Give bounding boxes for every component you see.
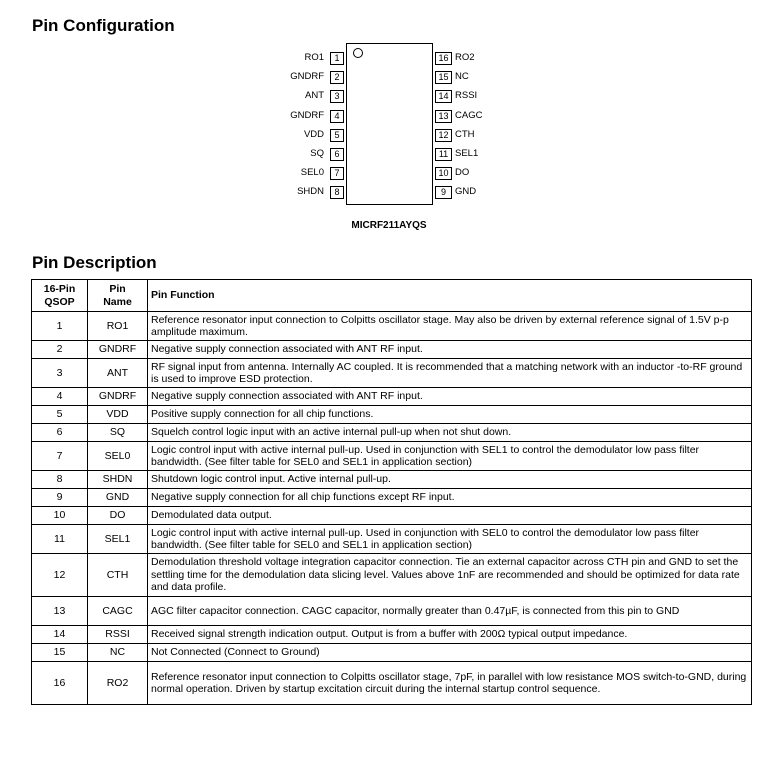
package-pin-right (433, 109, 513, 123)
pin-function-cell: RF signal input from antenna. Internally AC coupled. It is recommended that a matching network with an inductor -to-RF ground is used to improve ESD protection. (148, 359, 752, 388)
chip-body (346, 43, 433, 205)
pin-number-cell: 12 (32, 554, 88, 597)
pin-function-cell: AGC filter capacitor connection. CAGC capacitor, normally greater than 0.47µF, is connected from this pin to GND (148, 597, 752, 626)
package-pin-right (433, 185, 513, 199)
pin-name-cell: VDD (88, 406, 148, 424)
package-pin-left (270, 109, 346, 123)
pin-name-cell: SQ (88, 424, 148, 442)
pin-name-cell: RO1 (88, 312, 148, 341)
pin-number-cell: 6 (32, 424, 88, 442)
table-row (32, 507, 752, 525)
package-pin-name: SEL0 (300, 167, 324, 179)
pin-function-cell: Reference resonator input connection to Colpitts oscillator stage, 7pF, in parallel with low resistance MOS switch-to-GND, during normal operation. Driven by startup excitation circuit during the internal startup control sequence. (148, 662, 752, 705)
pin-configuration-heading: Pin Configuration (32, 16, 175, 35)
pin-number-cell: 11 (32, 525, 88, 554)
package-pin-number: 6 (330, 148, 344, 161)
package-pin-left (270, 147, 346, 161)
pin-function-cell: Logic control input with active internal pull-up. Used in conjunction with SEL1 to control the demodulator low pass filter bandwidth. (See filter table for SEL0 and SEL1 in application section) (148, 442, 752, 471)
package-pin-name: CTH (455, 128, 475, 140)
pin-number-cell: 5 (32, 406, 88, 424)
package-pin-right (433, 89, 513, 103)
pin-function-cell: Negative supply connection associated with ANT RF input. (148, 388, 752, 406)
package-pin-number: 10 (435, 167, 452, 180)
pin-name-cell: DO (88, 507, 148, 525)
package-pin-number: 8 (330, 186, 344, 199)
pin-name-cell: RO2 (88, 662, 148, 705)
package-pin-left (270, 128, 346, 142)
table-header-row (32, 280, 752, 312)
pin1-indicator-icon (353, 48, 363, 58)
package-pin-number: 3 (330, 90, 344, 103)
pin-function-cell: Negative supply connection for all chip functions except RF input. (148, 489, 752, 507)
pin-name-cell: SEL1 (88, 525, 148, 554)
pin-number-cell: 2 (32, 341, 88, 359)
pin-function-cell: Received signal strength indication output. Output is from a buffer with 200Ω typical output impedance. (148, 626, 752, 644)
pin-number-cell: 14 (32, 626, 88, 644)
pin-function-cell: Positive supply connection for all chip functions. (148, 406, 752, 424)
package-pin-number: 4 (330, 110, 344, 123)
package-pin-number: 11 (435, 148, 452, 161)
pin-function-cell: Negative supply connection associated with ANT RF input. (148, 341, 752, 359)
package-pin-left (270, 70, 346, 84)
table-row (32, 597, 752, 626)
package-pin-number: 9 (435, 186, 452, 199)
pin-number-cell: 10 (32, 507, 88, 525)
pin-name-cell: GNDRF (88, 388, 148, 406)
header-pin-name: Pin Name (88, 280, 148, 312)
package-pin-right (433, 128, 513, 142)
package-pin-name: VDD (303, 128, 324, 140)
package-pin-number: 12 (435, 129, 452, 142)
package-pin-right (433, 147, 513, 161)
header-pin-number: 16-Pin QSOP (32, 280, 88, 312)
package-pin-name: RO1 (304, 52, 324, 63)
table-row (32, 406, 752, 424)
table-row (32, 525, 752, 554)
table-row (32, 626, 752, 644)
pin-number-cell: 13 (32, 597, 88, 626)
pin-function-cell: Logic control input with active internal pull-up. Used in conjunction with SEL0 to control the demodulator low pass filter bandwidth. (See filter table for SEL0 and SEL1 in application section) (148, 525, 752, 554)
package-pin-name: NC (455, 71, 469, 83)
pin-name-cell: SEL0 (88, 442, 148, 471)
table-row (32, 341, 752, 359)
package-pin-number: 1 (330, 52, 344, 65)
table-row (32, 312, 752, 341)
pin-function-cell: Not Connected (Connect to Ground) (148, 644, 752, 662)
package-pin-right (433, 70, 513, 84)
table-row (32, 442, 752, 471)
pin-name-cell: ANT (88, 359, 148, 388)
pin-name-cell: SHDN (88, 471, 148, 489)
table-row (32, 359, 752, 388)
package-pin-name: CAGC (455, 109, 483, 121)
pin-name-cell: RSSI (88, 626, 148, 644)
package-pin-name: GNDRF (290, 71, 324, 83)
table-row (32, 388, 752, 406)
package-pin-number: 16 (435, 52, 452, 65)
package-pin-left (270, 51, 346, 65)
package-pin-right (433, 51, 513, 65)
table-row (32, 644, 752, 662)
part-number-label: MICRF211AYQS (351, 220, 427, 231)
package-pin-number: 2 (330, 71, 344, 84)
table-row (32, 471, 752, 489)
package-pin-left (270, 89, 346, 103)
pin-function-cell: Shutdown logic control input. Active internal pull-up. (148, 471, 752, 489)
header-pin-function: Pin Function (148, 280, 752, 312)
package-pin-name: SEL1 (455, 148, 479, 159)
table-row (32, 662, 752, 705)
pin-function-cell: Demodulation threshold voltage integration capacitor connection. Tie an external capacitor across CTH pin and GND to set the settling time for the demodulation data slicing level. Values above 1nF are recommended and should be optimized for data rate and data profile. (148, 554, 752, 597)
pin-number-cell: 16 (32, 662, 88, 705)
pin-number-cell: 3 (32, 359, 88, 388)
package-pin-number: 13 (435, 110, 452, 123)
package-pin-name: GND (455, 186, 477, 198)
pin-name-cell: CTH (88, 554, 148, 597)
package-pin-number: 7 (330, 167, 344, 180)
pin-function-cell: Demodulated data output. (148, 507, 752, 525)
package-pin-left (270, 166, 346, 180)
pin-number-cell: 9 (32, 489, 88, 507)
package-pin-name: SQ (310, 148, 324, 159)
table-row (32, 424, 752, 442)
package-pin-name: ANT (305, 90, 324, 102)
pin-name-cell: NC (88, 644, 148, 662)
package-pin-number: 15 (435, 71, 452, 84)
package-pin-right (433, 166, 513, 180)
pin-function-cell: Squelch control logic input with an active internal pull-up when not shut down. (148, 424, 752, 442)
pin-name-cell: GNDRF (88, 341, 148, 359)
package-pin-name: GNDRF (290, 109, 324, 121)
table-row (32, 489, 752, 507)
package-pin-name: DO (455, 167, 470, 179)
pin-number-cell: 15 (32, 644, 88, 662)
table-row (32, 554, 752, 597)
package-pin-number: 5 (330, 129, 344, 142)
pin-number-cell: 4 (32, 388, 88, 406)
pin-number-cell: 1 (32, 312, 88, 341)
package-pin-name: RO2 (455, 52, 475, 63)
pin-name-cell: GND (88, 489, 148, 507)
pin-description-table (31, 279, 752, 705)
pin-name-cell: CAGC (88, 597, 148, 626)
package-pin-left (270, 185, 346, 199)
package-pin-name: RSSI (455, 90, 478, 102)
pin-number-cell: 8 (32, 471, 88, 489)
package-pin-name: SHDN (297, 186, 324, 198)
package-pin-number: 14 (435, 90, 452, 103)
pin-description-heading: Pin Description (32, 253, 157, 272)
pin-number-cell: 7 (32, 442, 88, 471)
pin-function-cell: Reference resonator input connection to Colpitts oscillator stage. May also be driven by external reference signal of 1.5V p-p amplitude maximum. (148, 312, 752, 341)
